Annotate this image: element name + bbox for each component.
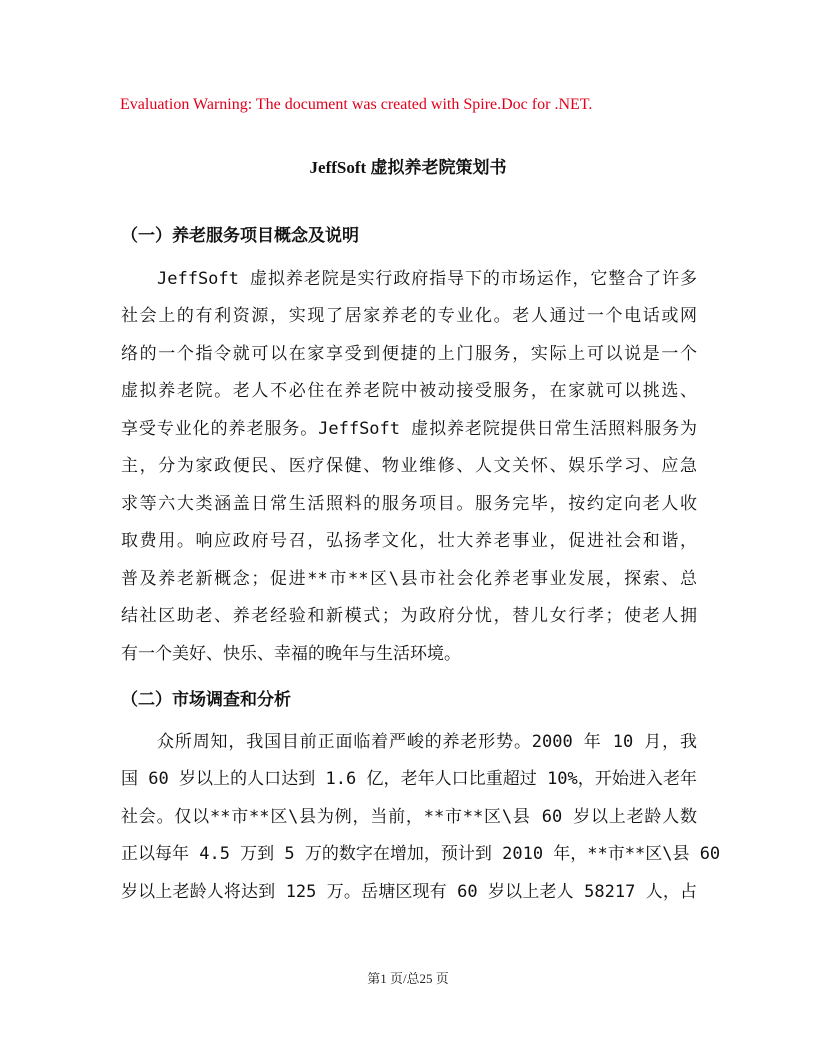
paragraph-line: 社会上的有利资源，实现了居家养老的专业化。老人通过一个电话或网 — [121, 306, 697, 326]
paragraph-line: 社会。仅以**市**区\县为例，当前，**市**区\县 60 岁以上老龄人数 — [121, 807, 697, 827]
paragraph-line: 岁以上老龄人将达到 125 万。岳塘区现有 60 岁以上老人 58217 人，占 — [121, 882, 697, 902]
paragraph-line: JeffSoft 虚拟养老院是实行政府指导下的市场运作，它整合了许多 — [157, 269, 697, 289]
paragraph-line: 求等六大类涵盖日常生活照料的服务项目。服务完毕，按约定向老人收 — [121, 494, 697, 514]
paragraph-line: 络的一个指令就可以在家享受到便捷的上门服务，实际上可以说是一个 — [121, 344, 697, 364]
paragraph-line: 取费用。响应政府号召，弘扬孝文化，壮大养老事业，促进社会和谐， — [121, 531, 697, 551]
section-heading-2: （二）市场调查和分析 — [121, 690, 291, 710]
paragraph-line: 正以每年 4.5 万到 5 万的数字在增加，预计到 2010 年，**市**区\县 60 — [121, 844, 721, 864]
evaluation-warning: Evaluation Warning: The document was created with Spire.Doc for .NET. — [120, 96, 593, 113]
page-number-footer: 第1 页/总25 页 — [367, 971, 449, 986]
paragraph-line: 有一个美好、快乐、幸福的晚年与生活环境。 — [121, 644, 461, 664]
paragraph-line: 结社区助老、养老经验和新模式；为政府分忧，替儿女行孝；使老人拥 — [121, 606, 697, 626]
section-heading-1: （一）养老服务项目概念及说明 — [121, 226, 359, 246]
paragraph-line: 众所周知，我国目前正面临着严峻的养老形势。2000 年 10 月，我 — [157, 732, 697, 752]
paragraph-line: 虚拟养老院。老人不必住在养老院中被动接受服务，在家就可以挑选、 — [121, 381, 697, 401]
paragraph-line: 主，分为家政便民、医疗保健、物业维修、人文关怀、娱乐学习、应急 — [121, 456, 697, 476]
paragraph-line: 享受专业化的养老服务。JeffSoft 虚拟养老院提供日常生活照料服务为 — [121, 419, 697, 439]
document-title: JeffSoft 虚拟养老院策划书 — [309, 158, 507, 177]
paragraph-line: 国 60 岁以上的人口达到 1.6 亿，老年人口比重超过 10%，开始进入老年 — [121, 769, 697, 789]
paragraph-line: 普及养老新概念；促进**市**区\县市社会化养老事业发展，探索、总 — [121, 569, 697, 589]
